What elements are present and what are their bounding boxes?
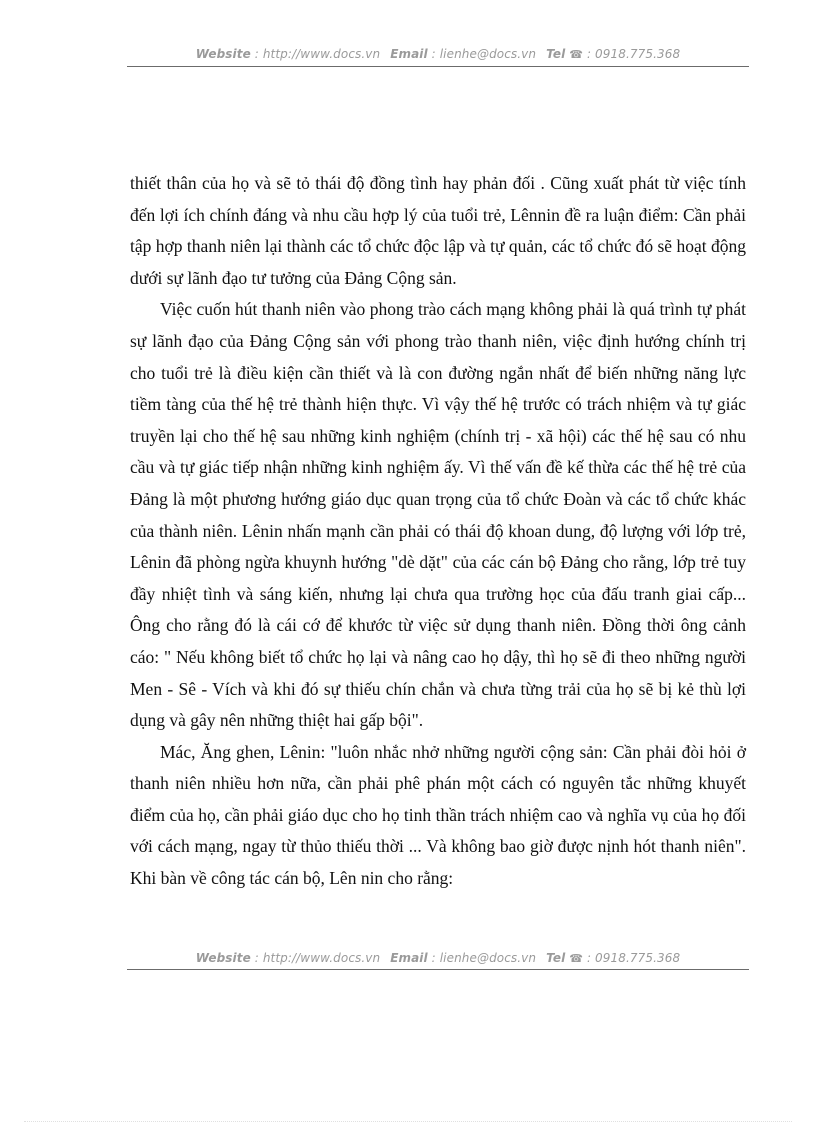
page-edge xyxy=(24,1121,792,1122)
footer-website-sep: : xyxy=(250,951,263,965)
footer-email-value[interactable]: lienhe@docs.vn xyxy=(439,951,537,965)
footer-email-sep: : xyxy=(427,951,440,965)
footer-website-url[interactable]: http://www.docs.vn xyxy=(262,951,381,965)
footer-email-label: Email xyxy=(390,951,428,965)
paragraph-3: Mác, Ăng ghen, Lênin: "luôn nhắc nhở những người cộng sản: Cần phải đòi hỏi ở thanh niên nhiều hơn nữa, cần phải phê phán một cách có nguyên tắc những khuyết điểm của họ, cần phải giáo dục cho họ tinh thần trách nhiệm cao và nghĩa vụ của họ đối với cách mạng, ngay từ thủo thiếu thời ... Và không bao giờ được nịnh hót thanh niên". Khi bàn về công tác cán bộ, Lên nin cho rằng: xyxy=(130,741,746,889)
page-footer xyxy=(127,951,749,965)
footer-tel-sep: : xyxy=(583,951,596,965)
header-website-sep: : xyxy=(250,47,263,61)
header-tel-sep: : xyxy=(583,47,596,61)
header-email-label: Email xyxy=(390,47,428,61)
phone-icon: ☎ xyxy=(569,952,584,965)
footer-website-label: Website xyxy=(195,951,251,965)
phone-icon: ☎ xyxy=(569,48,584,61)
header-email-value[interactable]: lienhe@docs.vn xyxy=(439,47,537,61)
header-divider xyxy=(127,66,749,67)
header-tel-value: 0918.775.368 xyxy=(595,47,681,61)
header-website-label: Website xyxy=(195,47,251,61)
footer-tel-label: Tel xyxy=(546,951,566,965)
paragraph-2: Việc cuốn hút thanh niên vào phong trào cách mạng không phải là quá trình tự phát sự lãnh đạo của Đảng Cộng sản với phong trào thanh niên, việc định hướng chính trị cho tuổi trẻ là điều kiện cần thiết và là con đường ngắn nhất để biến những năng lực tiềm tàng của thế hệ trẻ thành hiện thực. Vì vậy thế hệ trước có trách nhiệm và tự giác truyền lại cho thế hệ sau những kinh nghiệm (chính trị - xã hội) các thế hệ sau có nhu cầu và tự giác tiếp nhận những kinh nghiệm ấy. Vì thế vấn đề kế thừa các thế hệ trẻ của Đảng là một phương hướng giáo dục quan trọng của tổ chức Đoàn và các tổ chức khác của thành niên. Lênin nhấn mạnh cần phải có thái độ khoan dung, độ lượng với lớp trẻ, Lênin đã phòng ngừa khuynh hướng "dè dặt" của các cán bộ Đảng cho rằng, lớp trẻ tuy đầy nhiệt tình và sáng kiến, nhưng lại chưa qua trường học của đấu tranh giai cấp... Ông cho rằng đó là cái cớ để khước từ việc sử dụng thanh niên. Đồng thời ông cảnh cáo: " Nếu không biết tổ chức họ lại và nâng cao họ dậy, thì họ sẽ đi theo những người Men - Sê - Vích và khi đó sự thiếu chín chắn và chưa từng trải của họ sẽ bị kẻ thù lợi dụng và gây nên những thiệt hai gấp bội". xyxy=(130,299,746,731)
header-email-sep: : xyxy=(427,47,440,61)
header-website-url[interactable]: http://www.docs.vn xyxy=(262,47,381,61)
footer-divider xyxy=(127,969,749,970)
footer-tel-value: 0918.775.368 xyxy=(595,951,681,965)
header-tel-label: Tel xyxy=(546,47,566,61)
paragraph-1: thiết thân của họ và sẽ tỏ thái độ đồng tình hay phản đối . Cũng xuất phát từ việc tính đến lợi ích chính đáng và nhu cầu hợp lý của tuổi trẻ, Lênnin đề ra luận điểm: Cần phải tập hợp thanh niên lại thành các tổ chức độc lập và tự quản, các tổ chức đó sẽ hoạt động dưới sự lãnh đạo tư tưởng của Đảng Cộng sản. xyxy=(130,173,746,288)
page-header xyxy=(127,47,749,61)
document-body xyxy=(130,168,746,895)
